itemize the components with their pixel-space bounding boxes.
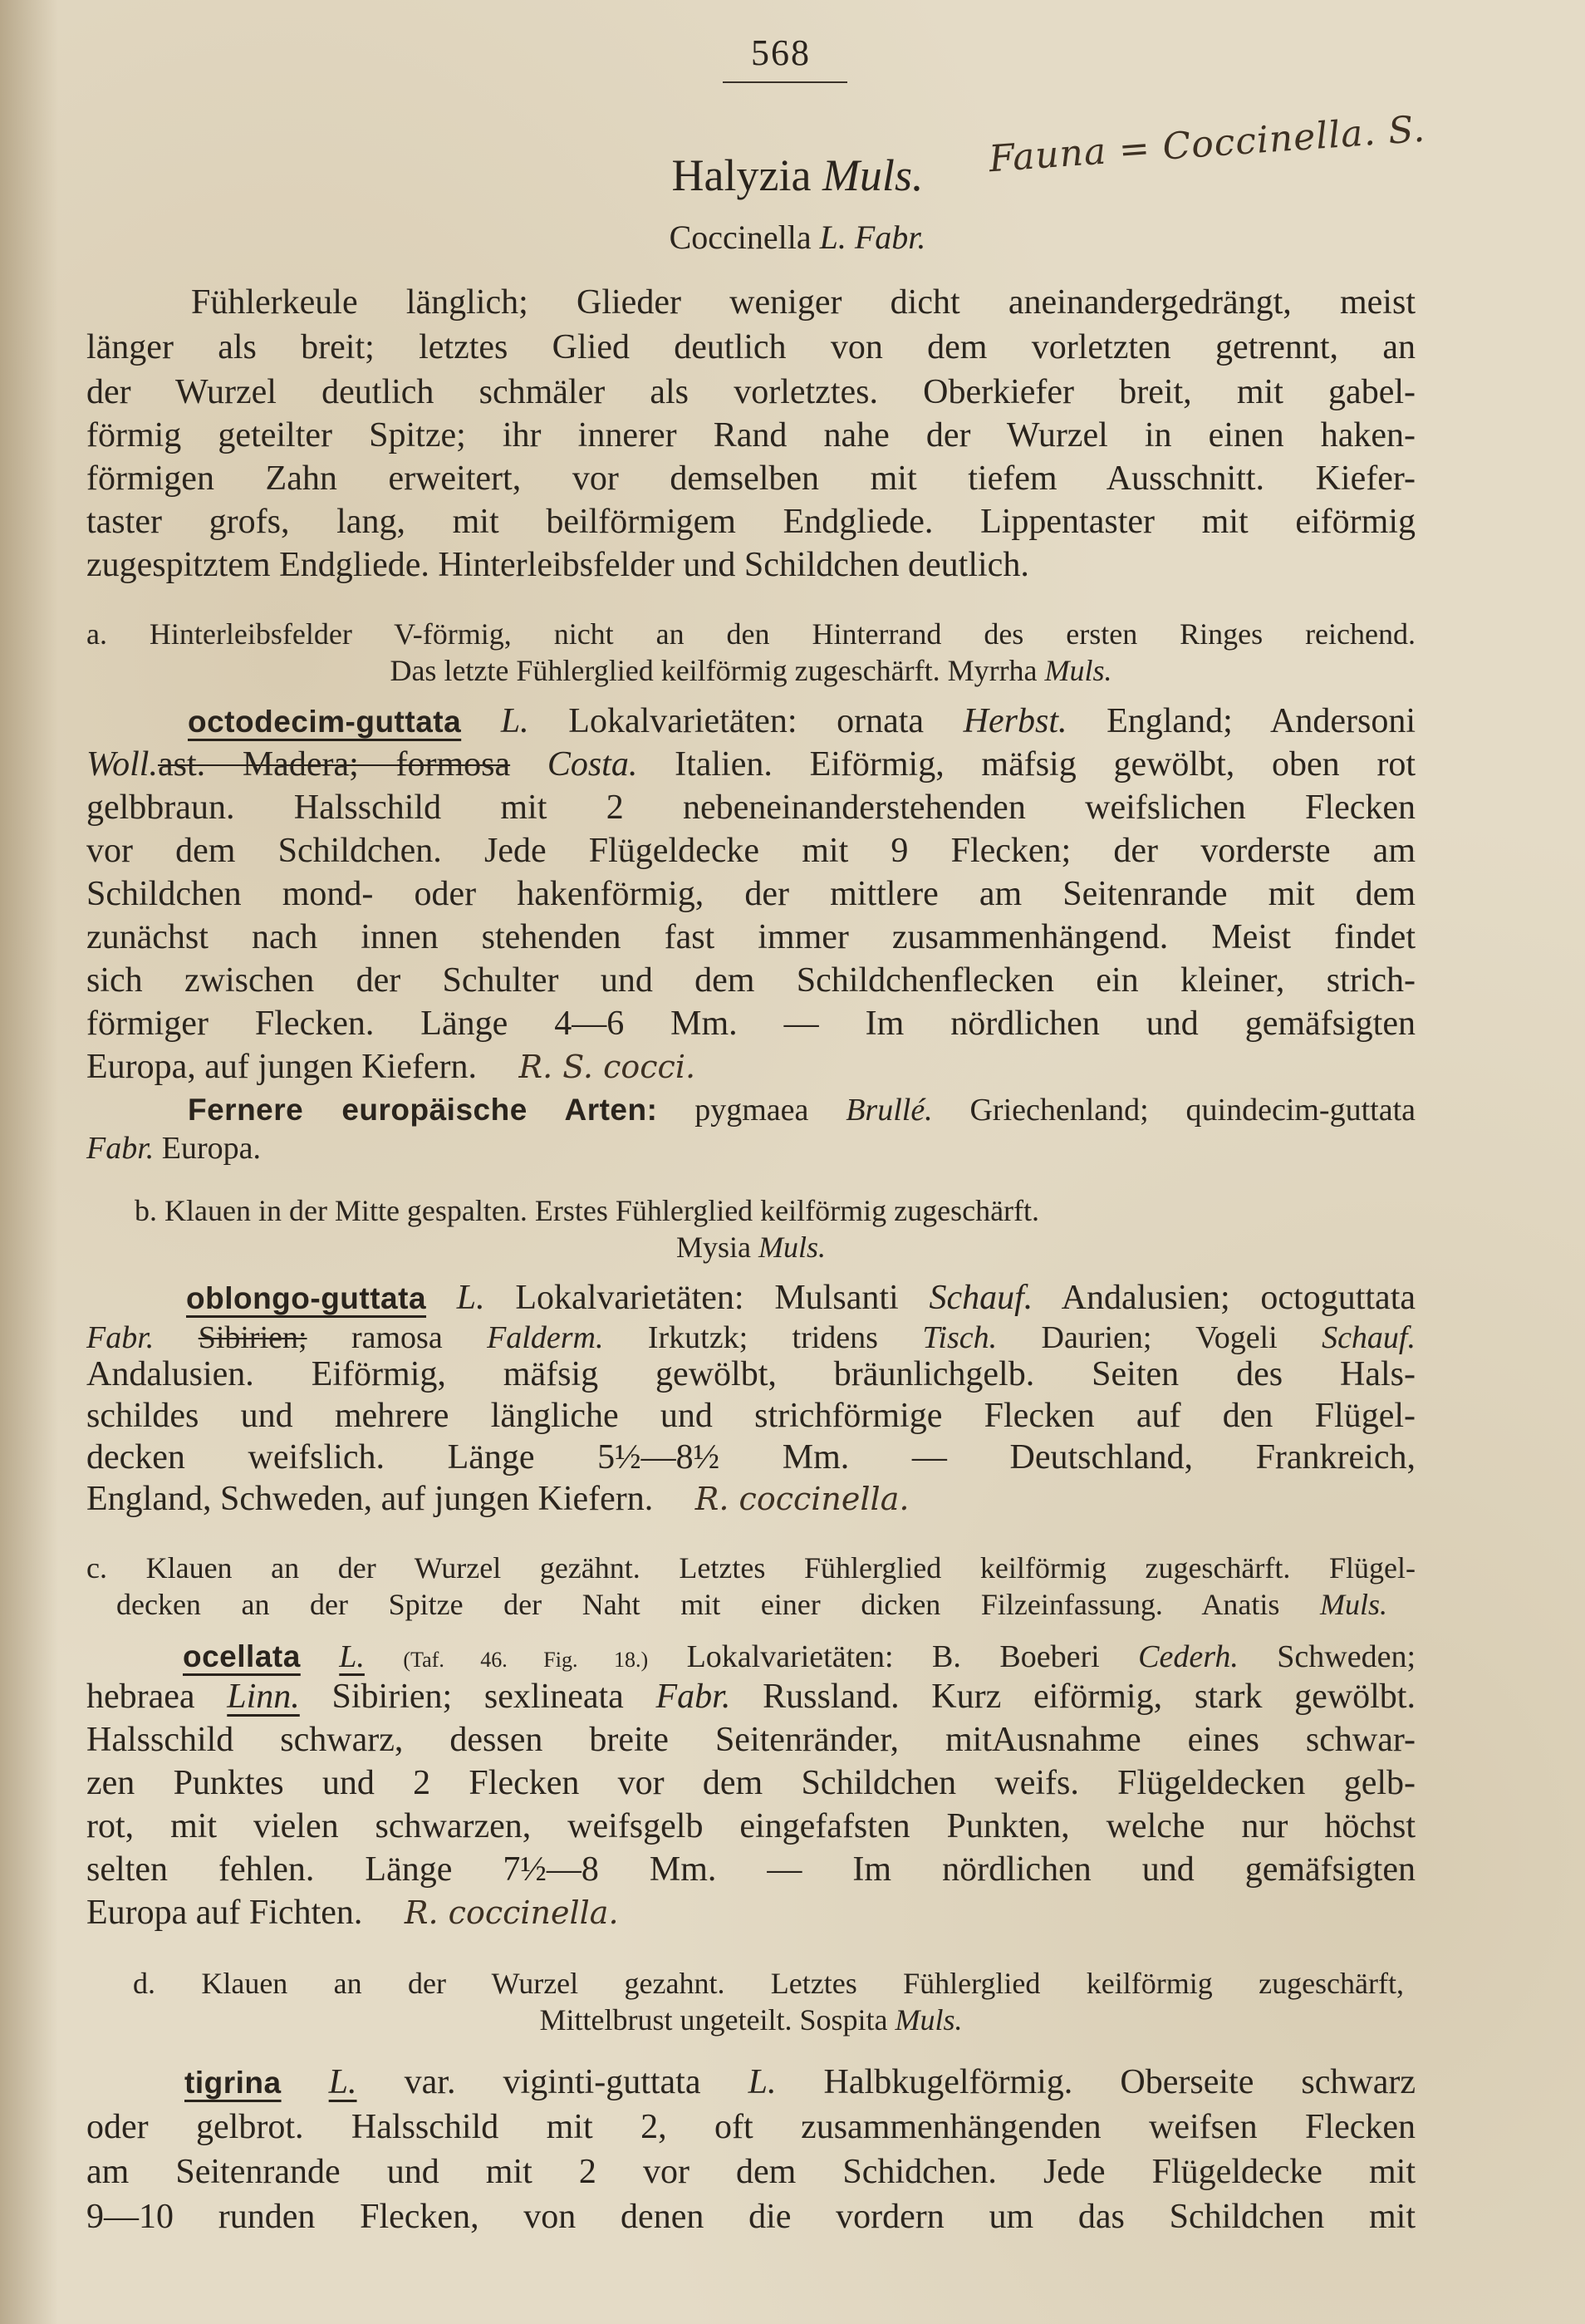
genus-author: Muls. [822,150,924,200]
species-line: zunächst nach innen stehenden fast immer zusammenhängend. Meist findet [86,918,1416,956]
species-author: Costa. [547,745,638,784]
species-text: hebraea [86,1678,228,1716]
species-text: Lokalvarietäten: B. Boeberi [648,1639,1139,1674]
struck-text: Sibirien; [198,1320,307,1355]
species-line: Schildchen mond- oder hakenförmig, der mittlere am Seitenrande mit dem [86,875,1416,913]
species-text: Lokalvarietäten: ornata [568,702,964,740]
section-text: Das letzte Fühlerglied keilförmig zugeschärft. Myrrha [390,654,1045,687]
section-line [86,653,1416,689]
intro-line: zugespitztem Endgliede. Hinterleibsfelder und Schildchen deutlich. [86,546,1029,584]
section-author: Muls. [1044,654,1112,687]
species-text: England, Schweden, auf jungen Kiefern. [86,1480,654,1518]
further-text: Griechenland; quindecim-guttata [932,1093,1416,1128]
species-line [86,1675,1416,1718]
header-rule [723,81,847,83]
synonym-name: Coccinella [669,219,812,256]
further-line [86,1127,1416,1170]
species-line: oder gelbrot. Halsschild mit 2, oft zusammenhängenden weifsen Flecken [86,2108,1416,2146]
species-line [86,1477,1416,1521]
species-text: Russland. Kurz eiförmig, stark gewölbt. [730,1678,1416,1716]
species-line: 9—10 runden Flecken, von denen die vordern um das Schildchen mit [86,2198,1416,2236]
struck-text: ast. Madera; formosa [157,745,511,784]
species-author: Cederh. [1138,1639,1239,1674]
species-line: schildes und mehrere längliche und strichförmige Flecken auf den Flügel- [86,1397,1416,1435]
section-text: Mittelbrust ungeteilt. Sospita [539,2003,896,2037]
intro-line: förmigen Zahn erweitert, vor demselben mit tiefem Ausschnitt. Kiefer- [86,459,1416,498]
section-line: a. Hinterleibsfelder V-förmig, nicht an den Hinterrand des ersten Ringes reichend. [86,617,1416,651]
species-line: förmiger Flecken. Länge 4—6 Mm. — Im nördlichen und gemäfsigten [86,1005,1416,1043]
species-name: ocellata [183,1639,301,1673]
species-author: L. [339,1639,365,1674]
species-author: Fabr. [86,1320,155,1355]
species-author: Falderm. [487,1320,604,1355]
section-text: decken an der Spitze der Naht mit einer dicken Filzeinfassung. Anatis [116,1588,1320,1621]
species-line [184,2061,1416,2105]
handwritten-note: R. coccinella. [694,1481,910,1517]
page-number: 568 [751,32,811,73]
species-text: Irkutzk; tridens [603,1320,923,1355]
further-line [188,1088,1416,1132]
species-text: England; Andersoni [1067,702,1416,740]
further-text: Europa. [154,1131,262,1166]
section-line: d. Klauen an der Wurzel gezahnt. Letztes Fühlerglied keilförmig zugeschärft, [133,1967,1404,2000]
species-line: sich zwischen der Schulter und dem Schildchenflecken ein kleiner, strich- [86,961,1416,1000]
species-author: Woll. [86,745,158,784]
species-line: Andalusien. Eiförmig, mäfsig gewölbt, bräunlichgelb. Seiten des Hals- [86,1355,1416,1393]
species-text: Europa auf Fichten. [86,1894,363,1932]
intro-line: länger als breit; letztes Glied deutlich von dem vorletzten getrennt, an [86,328,1416,366]
species-line: selten fehlen. Länge 7½—8 Mm. — Im nördlichen und gemäfsigten [86,1850,1416,1889]
intro-line: Fühlerkeule länglich; Glieder weniger dicht aneinandergedrängt, meist [191,283,1416,322]
section-author: Muls. [895,2003,963,2037]
section-line [86,2002,1416,2038]
species-line: zen Punktes und 2 Flecken vor dem Schildchen weifs. Flügeldecken gelb- [86,1764,1416,1802]
handwritten-note-top: Fauna = Coccinella. S. [987,107,1427,181]
species-text: ramosa [307,1320,488,1355]
plate-reference: (Taf. 46. Fig. 18.) [403,1648,649,1672]
species-line: gelbbraun. Halsschild mit 2 nebeneinanderstehenden weifslichen Flecken [86,789,1416,827]
species-line: rot, mit vielen schwarzen, weifsgelb eingefafsten Punkten, welche nur höchst [86,1807,1416,1845]
species-author: Linn. [227,1678,300,1716]
species-name: tigrina [184,2066,282,2100]
section-author: Muls. [1320,1588,1387,1621]
species-text: var. viginti-guttata [356,2063,748,2101]
further-label: Fernere europäische Arten: [188,1093,658,1127]
section-line [86,1230,1416,1265]
intro-line: der Wurzel deutlich schmäler als vorletztes. Oberkiefer breit, mit gabel- [86,373,1416,411]
species-text: Halbkugelförmig. Oberseite schwarz [776,2063,1416,2101]
species-author: Schauf. [1322,1320,1416,1355]
species-line: vor dem Schildchen. Jede Flügeldecke mit 9 Flecken; der vorderste am [86,832,1416,870]
species-text: Andalusien; octoguttata [1033,1279,1416,1317]
species-name: oblongo-guttata [186,1281,427,1315]
species-line [188,700,1416,744]
species-author: Fabr. [655,1678,731,1716]
intro-line: taster grofs, lang, mit beilförmigem Endgliede. Lippentaster mit eiförmig [86,503,1416,541]
species-text: Europa, auf jungen Kiefern. [86,1048,477,1086]
species-line [186,1276,1416,1320]
species-text: Italien. Eiförmig, mäfsig gewölbt, oben rot [675,745,1416,784]
intro-line: förmig geteilter Spitze; ihr innerer Rand nahe der Wurzel in einen haken- [86,416,1416,454]
genus-name: Halyzia [671,150,812,200]
handwritten-note: R. S. cocci. [518,1049,696,1085]
species-author: L. [328,2063,357,2101]
species-author: L. [456,1279,485,1317]
section-line: b. Klauen in der Mitte gespalten. Erstes Fühlerglied keilförmig zugeschärft. [135,1194,1040,1227]
synonym-author: L. Fabr. [819,219,926,256]
species-author: L. [500,702,529,740]
genus-synonym [498,218,1097,257]
species-text: Schweden; [1238,1639,1416,1674]
species-text: Daurien; Vogeli [997,1320,1322,1355]
further-text: pygmaea [657,1093,846,1128]
species-author: Herbst. [963,702,1067,740]
section-text: Mysia [676,1231,758,1264]
species-author: Brullé. [846,1093,933,1128]
section-line: c. Klauen an der Wurzel gezähnt. Letztes Fühlerglied keilförmig zugeschärft. Flügel- [86,1551,1416,1585]
species-line [86,1045,1416,1088]
species-author: Tisch. [922,1320,998,1355]
page-gutter-shadow [0,0,58,2324]
species-line: am Seitenrande und mit 2 vor dem Schidchen. Jede Flügeldecke mit [86,2153,1416,2191]
species-line [86,1891,1416,1934]
section-line [116,1587,1387,1623]
species-author: L. [748,2063,777,2101]
species-line [86,743,1416,786]
species-text: Lokalvarietäten: Mulsanti [515,1279,930,1317]
species-text: Sibirien; sexlineata [299,1678,656,1716]
handwritten-note: R. coccinella. [404,1894,619,1931]
species-line: Halsschild schwarz, dessen breite Seitenränder, mitAusnahme eines schwar- [86,1721,1416,1759]
section-author: Muls. [758,1231,826,1264]
species-author: Fabr. [86,1131,155,1166]
species-line: decken weifslich. Länge 5½—8½ Mm. — Deutschland, Frankreich, [86,1438,1416,1476]
species-author: Schauf. [929,1279,1033,1317]
species-name: octodecim-guttata [188,705,462,739]
